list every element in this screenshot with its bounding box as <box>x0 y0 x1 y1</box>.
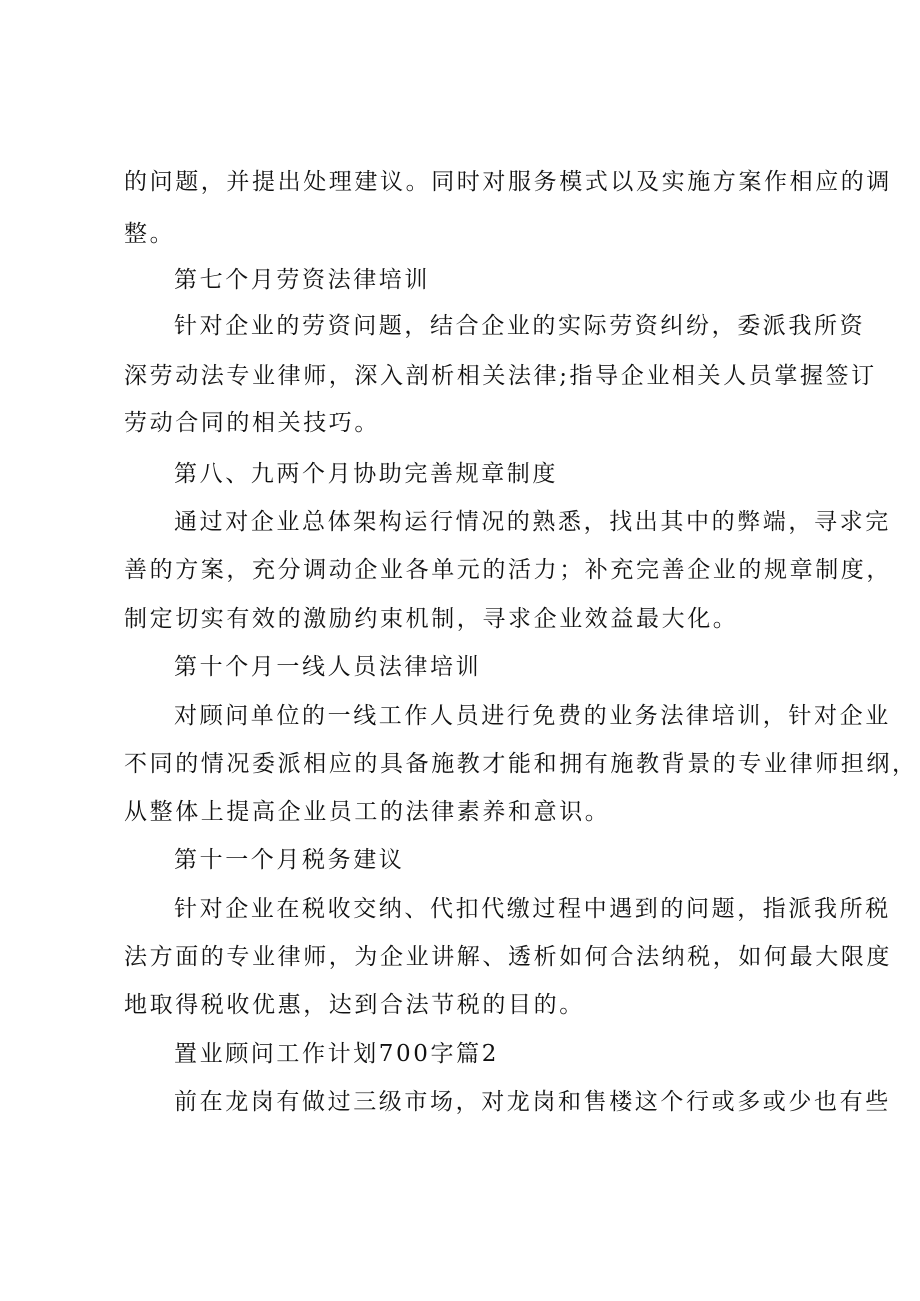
paragraph-line: 整。 <box>124 221 176 247</box>
paragraph-line: 针对企业的劳资问题，结合企业的实际劳资纠纷，委派我所资 <box>174 313 866 339</box>
paragraph-line: 从整体上提高企业员工的法律素养和意识。 <box>124 799 611 825</box>
paragraph-line: 不同的情况委派相应的具备施教才能和拥有施教背景的专业律师担纲， <box>124 751 918 777</box>
section-heading: 第七个月劳资法律培训 <box>174 267 430 293</box>
paragraph-line: 制定切实有效的激励约束机制，寻求企业效益最大化。 <box>124 606 739 632</box>
paragraph-line: 深劳动法专业律师，深入剖析相关法律;指导企业相关人员掌握签订 <box>124 363 877 389</box>
section-heading: 第十个月一线人员法律培训 <box>174 654 482 680</box>
section-heading: 第八、九两个月协助完善规章制度 <box>174 461 558 487</box>
paragraph-line: 善的方案，充分调动企业各单元的活力；补充完善企业的规章制度， <box>124 557 892 583</box>
paragraph-line: 法方面的专业律师，为企业讲解、透析如何合法纳税，如何最大限度 <box>124 944 892 970</box>
paragraph-line: 对顾问单位的一线工作人员进行免费的业务法律培训，针对企业 <box>174 703 891 729</box>
paragraph-line: 地取得税收优惠，达到合法节税的目的。 <box>124 992 585 1018</box>
paragraph-line: 通过对企业总体架构运行情况的熟悉，找出其中的弊端，寻求完 <box>174 509 891 535</box>
paragraph-line: 劳动合同的相关技巧。 <box>124 410 380 436</box>
paragraph-line: 的问题，并提出处理建议。同时对服务模式以及实施方案作相应的调 <box>124 169 892 195</box>
section-heading: 第十一个月税务建议 <box>174 847 405 873</box>
section-heading: 置业顾问工作计划700字篇2 <box>174 1041 499 1067</box>
paragraph-line: 前在龙岗有做过三级市场，对龙岗和售楼这个行或多或少也有些 <box>174 1089 891 1115</box>
paragraph-line: 针对企业在税收交纳、代扣代缴过程中遇到的问题，指派我所税 <box>174 896 891 922</box>
